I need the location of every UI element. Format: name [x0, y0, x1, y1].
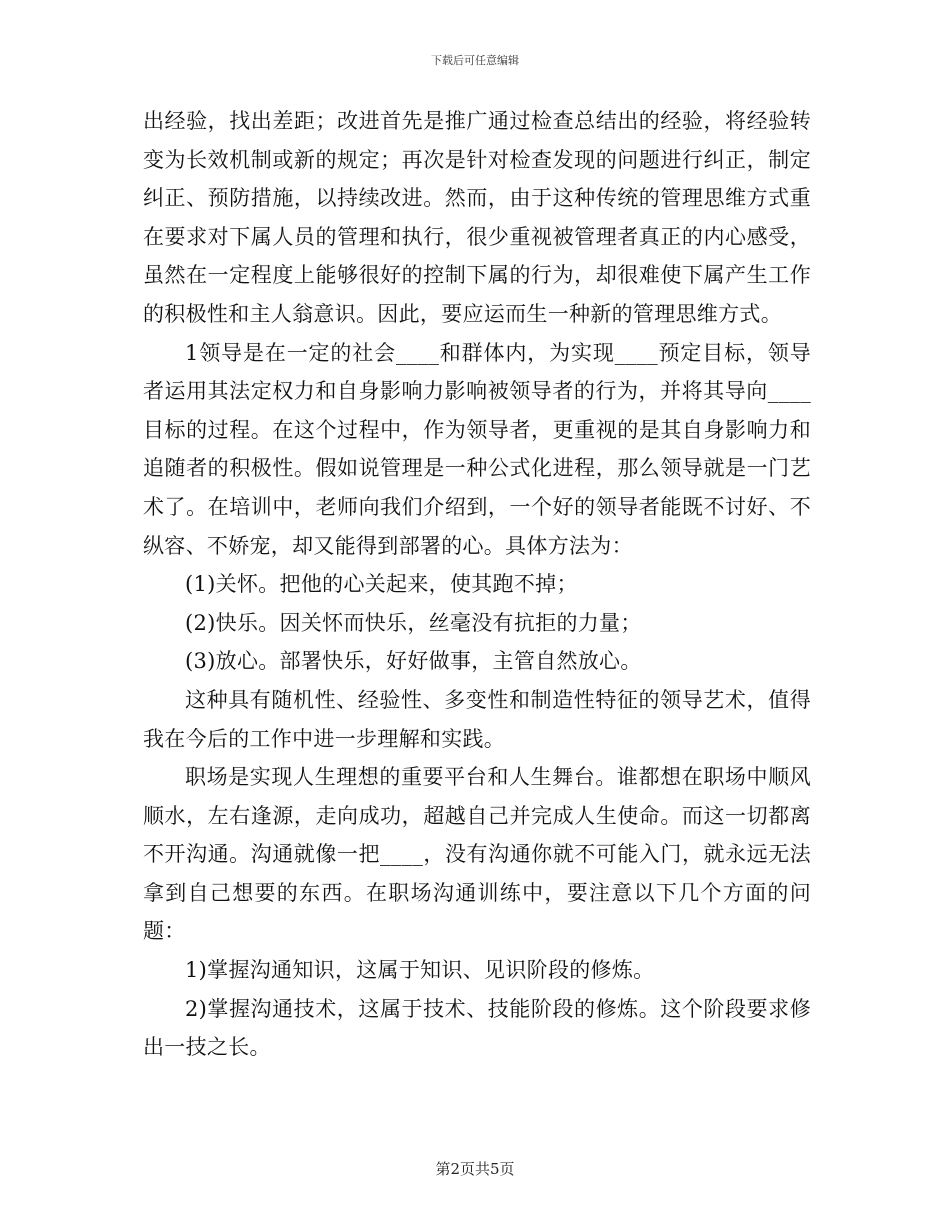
list-item-5: 2)掌握沟通技术，这属于技术、技能阶段的修炼。这个阶段要求修出一技之长。 — [143, 996, 811, 1060]
paragraph-2: 1领导是在一定的社会____和群体内，为实现____预定目标，领导者运用其法定权力和自身影响力影响被领导者的行为，并将其导向____目标的过程。在这个过程中，作为领导者，更重视的是其自身影响力和追随者的积极性。假如说管理是一种公式化进程，那么领导就是一门艺术了。在培训中，老师向我们介绍到，一个好的领导者能既不讨好、不纵容、不娇宠，却又能得到部署的心。具体方法为： — [143, 340, 811, 558]
document-body — [143, 102, 811, 1067]
page-footer: 第2页共5页 — [435, 1160, 515, 1178]
paragraph-4: 职场是实现人生理想的重要平台和人生舞台。谁都想在职场中顺风顺水，左右逢源，走向成功，超越自己并完成人生使命。而这一切都离不开沟通。沟通就像一把____，没有沟通你就不可能入门，就永远无法拿到自己想要的东西。在职场沟通训练中，要注意以下几个方面的问题： — [143, 765, 811, 944]
page-header: 下载后可任意编辑 — [431, 54, 519, 67]
paragraph-3: 这种具有随机性、经验性、多变性和制造性特征的领导艺术，值得我在今后的工作中进一步理解和实践。 — [143, 687, 811, 751]
list-item-3: (3)放心。部署快乐，好好做事，主管自然放心。 — [185, 649, 642, 674]
list-item-4: 1)掌握沟通知识，这属于知识、见识阶段的修炼。 — [185, 958, 655, 983]
list-item-1: (1)关怀。把他的心关起来，使其跑不掉； — [185, 572, 578, 597]
list-item-2: (2)快乐。因关怀而快乐，丝毫没有抗拒的力量； — [185, 610, 642, 635]
paragraph-1: 出经验，找出差距；改进首先是推广通过检查总结出的经验，将经验转变为长效机制或新的规定；再次是针对检查发现的问题进行纠正，制定纠正、预防措施，以持续改进。然而，由于这种传统的管理思维方式重在要求对下属人员的管理和执行，很少重视被管理者真正的内心感受，虽然在一定程度上能够很好的控制下属的行为，却很难使下属产生工作的积极性和主人翁意识。因此，要应运而生一种新的管理思维方式。 — [143, 109, 811, 326]
